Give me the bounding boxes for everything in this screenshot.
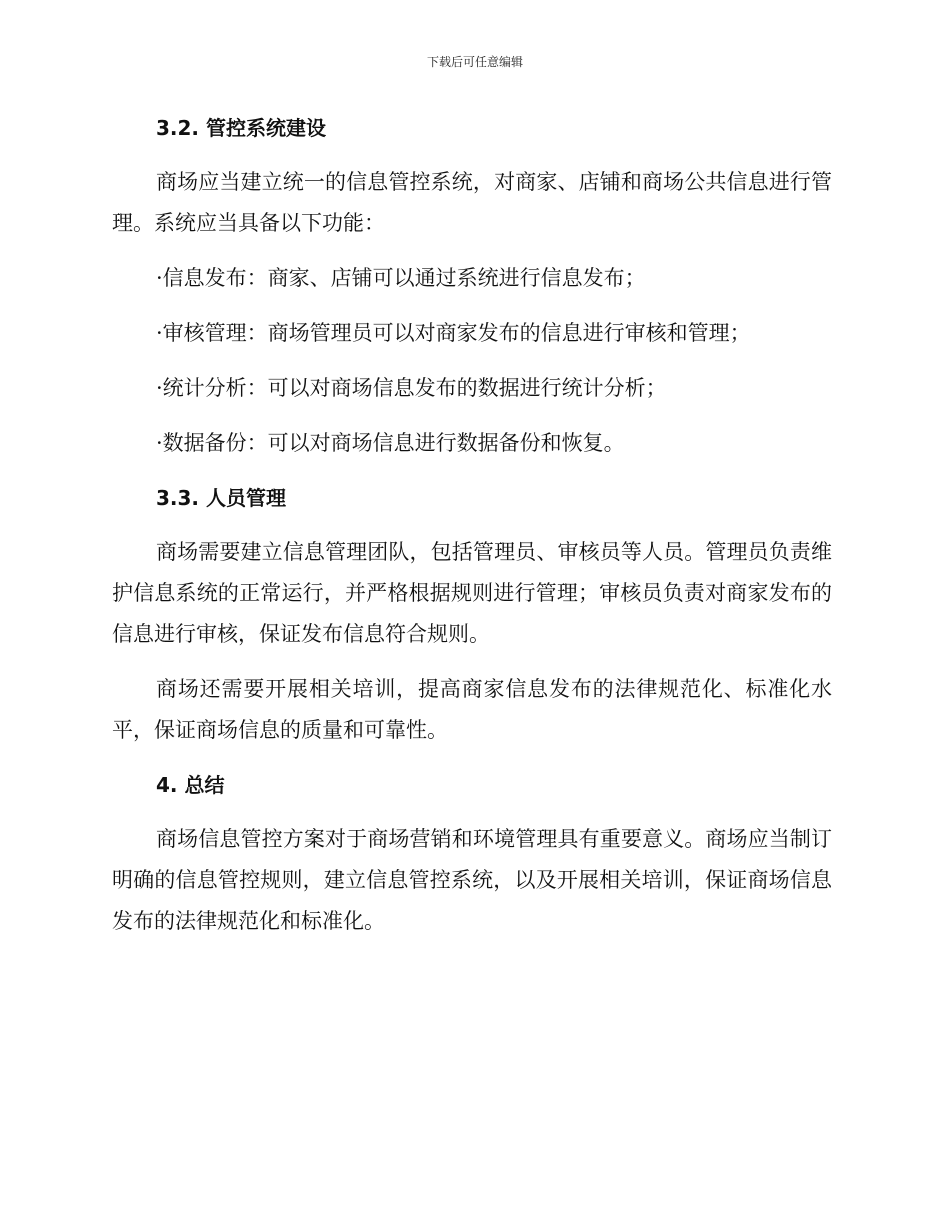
document-body <box>112 108 832 956</box>
page-header: 下载后可任意编辑 <box>426 55 523 69</box>
list-item: ·信息发布：商家、店铺可以通过系统进行信息发布； <box>156 266 646 290</box>
section-heading-4: 4. 总结 <box>156 773 225 797</box>
paragraph: 商场还需要开展相关培训，提高商家信息发布的法律规范化、标准化水平，保证商场信息的质量和可靠性。 <box>112 677 832 742</box>
paragraph: 商场需要建立信息管理团队，包括管理员、审核员等人员。管理员负责维护信息系统的正常运行，并严格根据规则进行管理；审核员负责对商家发布的信息进行审核，保证发布信息符合规则。 <box>112 540 832 646</box>
section-heading-3-3: 3.3. 人员管理 <box>156 486 286 510</box>
section-heading-3-2: 3.2. 管控系统建设 <box>156 116 326 140</box>
list-item: ·审核管理：商场管理员可以对商家发布的信息进行审核和管理； <box>156 321 751 345</box>
list-item: ·数据备份：可以对商场信息进行数据备份和恢复。 <box>156 431 625 455</box>
paragraph: 商场信息管控方案对于商场营销和环境管理具有重要意义。商场应当制订明确的信息管控规则，建立信息管控系统，以及开展相关培训，保证商场信息发布的法律规范化和标准化。 <box>112 827 832 933</box>
paragraph: 商场应当建立统一的信息管控系统，对商家、店铺和商场公共信息进行管理。系统应当具备以下功能： <box>112 170 832 235</box>
list-item: ·统计分析：可以对商场信息发布的数据进行统计分析； <box>156 376 667 400</box>
